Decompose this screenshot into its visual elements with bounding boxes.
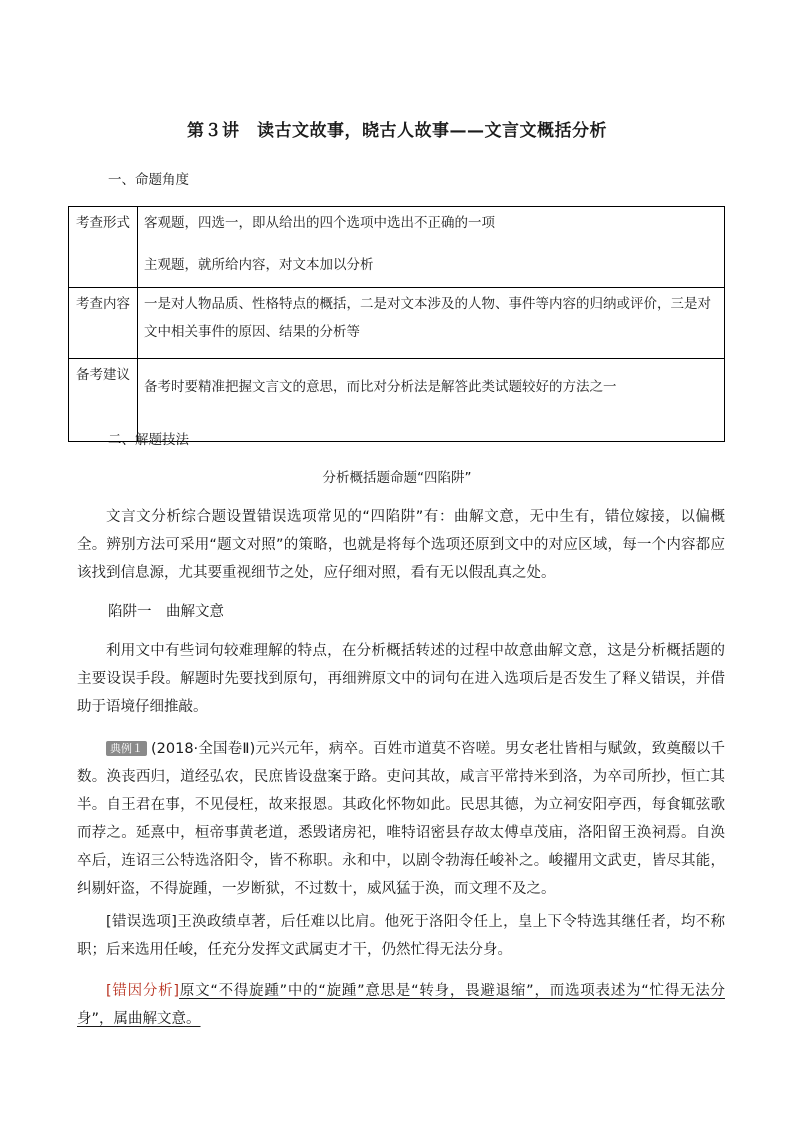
section-heading-angle: 一、命题角度 [108, 172, 189, 188]
table-cell-content: 一是对人物品质、性格特点的概括，二是对文本涉及的人物、事件等内容的归纳或评价，三是对文中相关事件的原因、结果的分析等 [138, 288, 725, 359]
form-line-subjective: 主观题，就所给内容，对文本加以分析 [144, 257, 374, 273]
subtitle-four-traps: 分析概括题命题“四陷阱” [322, 470, 472, 486]
section-heading-method: 二、解题技法 [108, 432, 189, 448]
table-row [69, 207, 725, 288]
trap-one-paragraph: 利用文中有些词句较难理解的特点，在分析概括转述的过程中故意曲解文意，这是分析概括题的主要设误手段。解题时先要找到原句，再细辨原文中的词句在进入选项后是否发生了释义错误，并借助于语境仔细推敲。 [77, 643, 725, 715]
wrong-option-paragraph: [错误选项]王涣政绩卓著，后任难以比肩。他死于洛阳令任上，皇上下令特选其继任者，均不称职；后来选用任峻，任充分发挥文武属吏才干，仍然忙得无法分身。 [77, 914, 725, 958]
example-paragraph [77, 735, 725, 903]
table-cell-form [138, 207, 725, 288]
table-row [69, 288, 725, 359]
intro-paragraph: 文言文分析综合题设置错误选项常见的“四陷阱”有：曲解文意，无中生有，错位嫁接，以偏概全。辨别方法可采用“题文对照”的策略，也就是将每个选项还原到文中的对应区域，每一个内容都应该找到信息源，尤其要重视细节之处，应仔细对照，看有无以假乱真之处。 [77, 509, 725, 581]
trap-one-heading: 陷阱一 曲解文意 [108, 604, 224, 620]
table-head-form: 考查形式 [69, 207, 138, 288]
form-line-objective: 客观题，四选一，即从给出的四个选项中选出不正确的一项 [144, 215, 495, 231]
page-title: 第３讲 读古文故事，晓古人故事——文言文概括分析 [187, 121, 607, 141]
table-cell-advice: 备考时要精准把握文言文的意思，而比对分析法是解答此类试题较好的方法之一 [138, 359, 725, 442]
table-head-advice: 备考建议 [69, 359, 138, 442]
table-head-content: 考查内容 [69, 288, 138, 359]
exam-angle-table [68, 206, 725, 442]
error-analysis-paragraph [77, 977, 725, 1033]
example-badge: 典例１ [106, 741, 147, 756]
error-analysis-label: [错因分析] [106, 983, 180, 999]
example-text: (2018·全国卷Ⅱ)元兴元年，病卒。百姓市道莫不咨嗟。男女老壮皆相与赋敛，致奠醊以千数。涣丧西归，道经弘农，民庶皆设盘案于路。吏问其故，咸言平常持米到洛，为卒司所抄，恒亡其半。自王君在事，不见侵枉，故来报恩。其政化怀物如此。民思其德，为立祠安阳亭西，每食辄弦歌而荐之。延熹中，桓帝事黄老道，悉毁诸房祀，唯特诏密县存故太傅卓茂庙，洛阳留王涣祠焉。自涣卒后，连诏三公特选洛阳令，皆不称职。永和中，以剧令勃海任峻补之。峻擢用文武吏，皆尽其能，纠剔奸盗，不得旋踵，一岁断狱，不过数十，威风猛于涣，而文理不及之。 [77, 741, 725, 897]
error-analysis-text: 原文“不得旋踵”中的“旋踵”意思是“转身，畏避退缩”，而选项表述为“忙得无法分身”，属曲解文意。 [77, 983, 725, 1027]
